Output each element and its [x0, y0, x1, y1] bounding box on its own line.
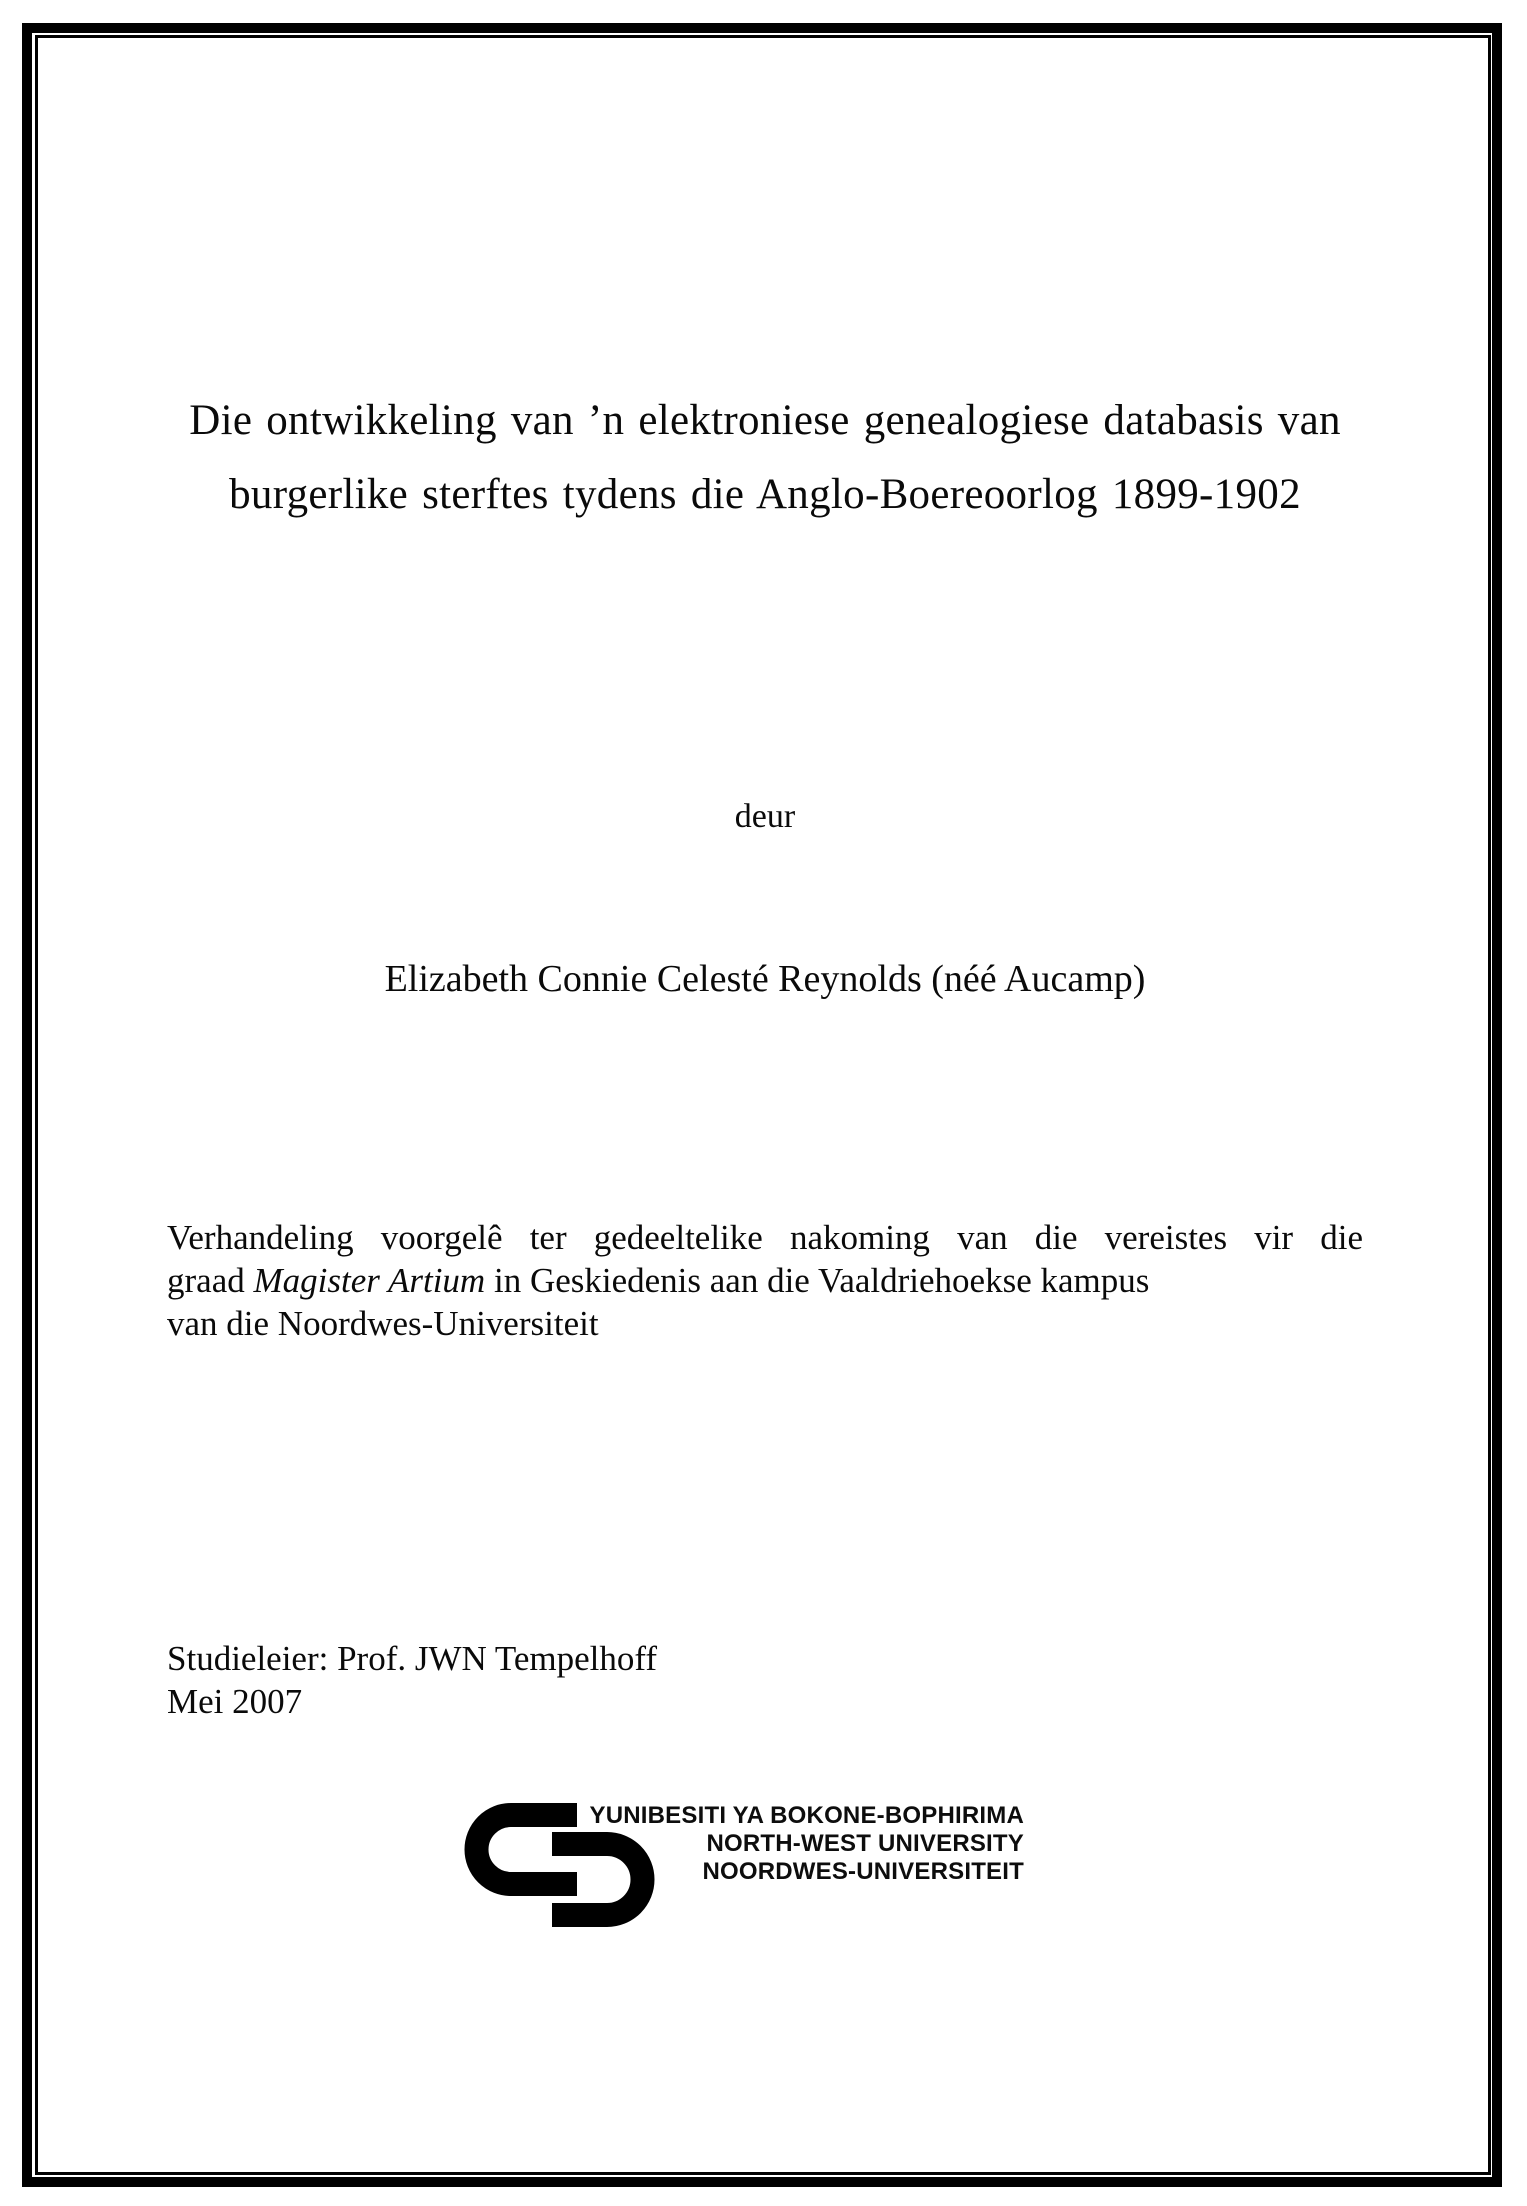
statement-line-1: Verhandeling voorgelê ter gedeeltelike nakoming van die vereistes vir die — [167, 1218, 1363, 1257]
logo-line-english: NORTH-WEST UNIVERSITY — [706, 1830, 1024, 1857]
supervisor-line: Studieleier: Prof. JWN Tempelhoff — [167, 1639, 658, 1678]
statement-line-2-pre: graad — [167, 1261, 254, 1300]
author-name: Elizabeth Connie Celesté Reynolds (néé Aucamp) — [384, 958, 1146, 1000]
statement-line-2 — [167, 1259, 1363, 1302]
thesis-title-line-1: Die ontwikkeling van ’n elektroniese genealogiese databasis van — [189, 397, 1341, 444]
byline-deur: deur — [734, 798, 796, 835]
statement-line-2-italic: Magister Artium — [253, 1261, 486, 1300]
date-line: Mei 2007 — [167, 1682, 303, 1721]
university-logo-text — [588, 1802, 1024, 1886]
thesis-title-line-2: burgerlike sterftes tydens die Anglo-Boereoorlog 1899-1902 — [229, 471, 1301, 518]
logo-line-setswana: YUNIBESITI YA BOKONE-BOPHIRIMA — [589, 1802, 1024, 1829]
university-logo — [450, 1795, 1040, 1940]
degree-statement — [167, 1216, 1363, 1345]
logo-line-afrikaans: NOORDWES-UNIVERSITEIT — [702, 1858, 1024, 1885]
statement-line-2-post: in Geskiedenis aan die Vaaldriehoekse kampus — [485, 1261, 1150, 1300]
statement-line-3: van die Noordwes-Universiteit — [167, 1304, 599, 1343]
supervisor-block — [167, 1637, 1067, 1723]
thesis-title — [160, 384, 1370, 532]
